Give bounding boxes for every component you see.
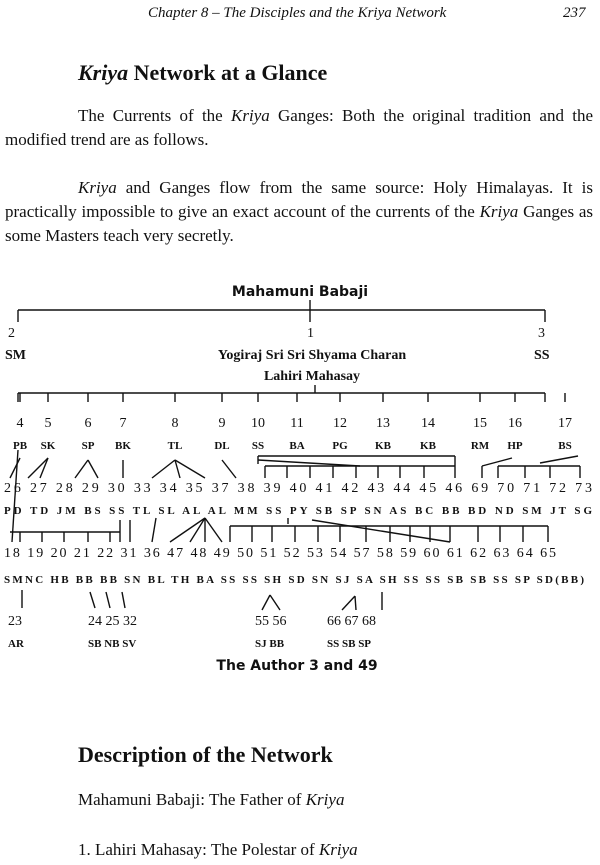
network-connectors	[10, 300, 580, 610]
row1-node-15-number: 15	[473, 416, 487, 431]
row1-node-7-number: 7	[119, 416, 127, 431]
chapter-title: Chapter 8 – The Disciples and the Kriya Network	[148, 5, 447, 21]
diagram-caption: The Author 3 and 49	[216, 658, 378, 674]
diagram-title: Mahamuni Babaji	[231, 284, 369, 300]
row1-node-7-abbr: BK	[115, 440, 131, 452]
row1-node-10-abbr: SS	[251, 440, 265, 452]
node-2-label: SM	[5, 348, 26, 363]
row1-node-14-abbr: KB	[420, 440, 436, 452]
paragraph-currents: The Currents of the Kriya Ganges: Both the original tradition and the modified trend are as follows.	[5, 106, 594, 149]
section-title-network-at-glance: Kriya Network at a Glance	[78, 60, 328, 85]
row1-node-6-number: 6	[84, 416, 92, 431]
row1-node-5-number: 5	[44, 416, 52, 431]
row1-node-9-number: 9	[218, 416, 226, 431]
row3-abbreviations: SMNC HB BB BB SN BL TH BA SS SS SH SD SN SJ SA SH SS SS SB SB SS SP SD(BB)	[4, 574, 584, 586]
running-header	[148, 5, 586, 22]
paragraph-source: Kriya and Ganges flow from the same source: Holy Himalayas. It is practically impossible to give an exact account of the currents of the Kriya Ganges as some Masters teach very secretly.	[5, 178, 593, 245]
row1-node-12-number: 12	[333, 416, 347, 431]
row4-node-23-abbr: AR	[8, 638, 24, 650]
description-line-babaji: Mahamuni Babaji: The Father of Kriya	[78, 790, 345, 809]
row1-node-8-number: 8	[171, 416, 179, 431]
row1-node-17-number: 17	[558, 416, 572, 431]
node-1-label-line1: Yogiraj Sri Sri Shyama Charan	[217, 348, 407, 363]
row1-node-11-abbr: BA	[289, 440, 305, 452]
page-number: 237	[563, 5, 586, 21]
row4-nodes-24-25-32-abbr: SB NB SV	[88, 638, 137, 650]
row1-node-4-abbr: PB	[12, 440, 28, 452]
row2-numbers: 26 27 28 29 30 33 34 35 37 38 39 40 41 42 43 44 45 46 69 70 71 72 73	[4, 481, 592, 496]
row1-node-15-abbr: RM	[470, 440, 490, 452]
row1-node-12-abbr: PG	[332, 440, 348, 452]
row1-node-16-number: 16	[508, 416, 522, 431]
node-1-number: 1	[307, 326, 314, 341]
row1-node-5-abbr: SK	[40, 440, 56, 452]
description-line-lahiri: 1. Lahiri Mahasay: The Polestar of Kriya	[78, 840, 358, 859]
node-1-label-line2: Lahiri Mahasay	[263, 369, 361, 384]
row1-node-13-abbr: KB	[375, 440, 391, 452]
row1-node-17-abbr: BS	[558, 440, 572, 452]
row4-nodes-55-56-abbr: SJ BB	[255, 638, 285, 650]
row4-nodes-66-67-68-abbr: SS SB SP	[327, 638, 372, 650]
row1-node-16-abbr: HP	[507, 440, 523, 452]
row1-node-9-abbr: DL	[214, 440, 230, 452]
row1-node-10-number: 10	[251, 416, 265, 431]
row1-nodes	[13, 393, 572, 452]
row1-node-6-abbr: SP	[81, 440, 95, 452]
row1-node-11-number: 11	[290, 416, 304, 431]
row1-node-4-number: 4	[16, 416, 24, 431]
row4-nodes-55-56-numbers: 55 56	[255, 614, 287, 629]
row1-node-13-number: 13	[376, 416, 390, 431]
node-3-label: SS	[534, 348, 550, 363]
row3-numbers: 18 19 20 21 22 31 36 47 48 49 50 51 52 53 54 57 58 59 60 61 62 63 64 65	[4, 546, 556, 561]
row1-node-14-number: 14	[421, 416, 435, 431]
section-title-description: Description of the Network	[78, 742, 333, 767]
row1-node-8-abbr: TL	[167, 440, 183, 452]
kriya-network-diagram	[0, 280, 600, 685]
row4-nodes-24-25-32-numbers: 24 25 32	[88, 614, 137, 629]
node-2-number: 2	[8, 326, 15, 341]
row4-node-23-number: 23	[8, 614, 22, 629]
row4-nodes-66-67-68-numbers: 66 67 68	[327, 614, 376, 629]
node-3-number: 3	[538, 326, 545, 341]
row2-abbreviations: PD TD JM BS SS TL SL AL AL MM SS PY SB SP SN AS BC BB BD ND SM JT SG	[4, 505, 593, 517]
